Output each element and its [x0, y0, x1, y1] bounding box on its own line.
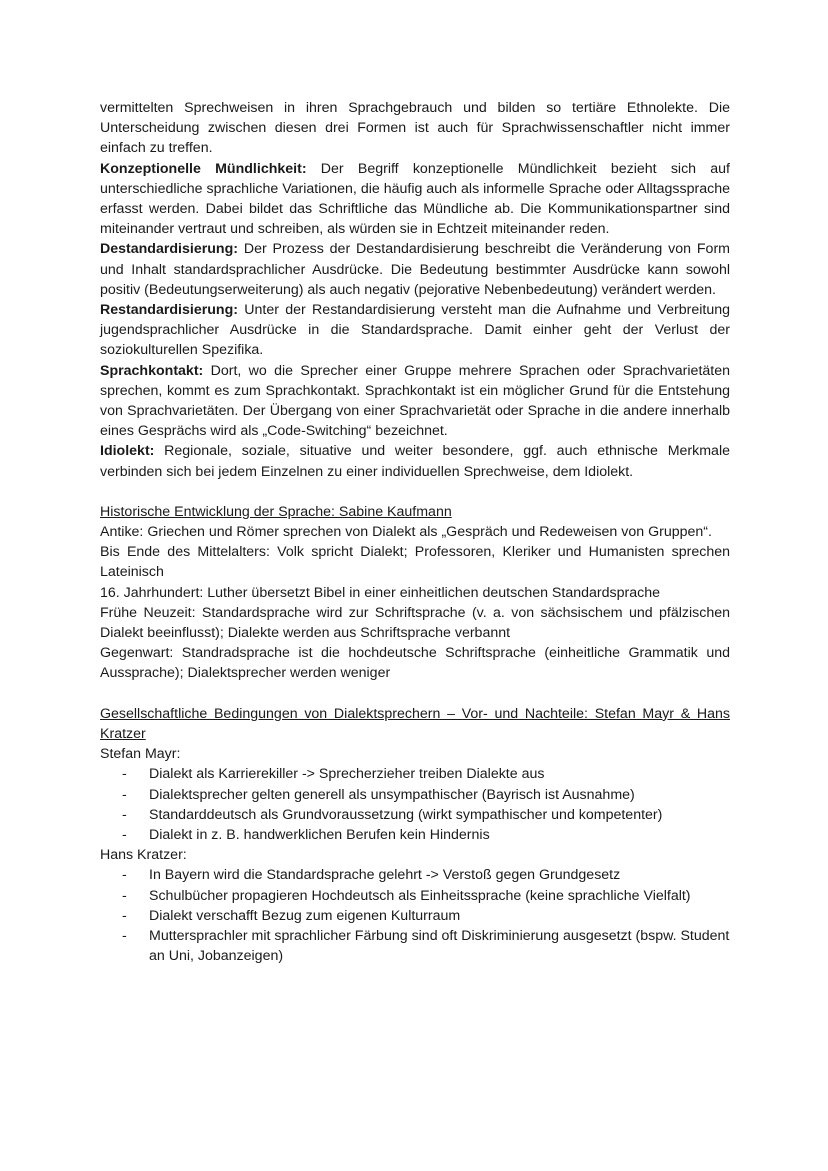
dash-bullet: - — [122, 766, 127, 783]
definition-term: Restandardisierung: — [100, 302, 238, 319]
history-line: Bis Ende des Mittelalters: Volk spricht Dialekt; Professoren, Kleriker und Humanisten sprechen Lateinisch — [100, 544, 730, 581]
history-section — [100, 502, 730, 684]
stefan-mayr-list — [100, 764, 730, 845]
definitions-list — [100, 159, 730, 482]
definition-text: Regionale, soziale, situative und weiter besondere, ggf. auch ethnische Merkmale verbinden sich bei jedem Einzelnen zu einer individuellen Sprechweise, dem Idiolekt. — [100, 443, 730, 480]
intro-paragraph: vermittelten Sprechweisen in ihren Sprachgebrauch und bilden so tertiäre Ethnolekte. Die Unterscheidung zwischen diesen drei Formen ist auch für Sprachwissenschaftler nicht immer einfach zu treffen. — [100, 100, 730, 157]
society-section — [100, 704, 730, 967]
history-line: Antike: Griechen und Römer sprechen von Dialekt als „Gespräch und Redeweisen von Gruppen“. — [100, 524, 712, 541]
list-item — [100, 805, 730, 825]
definition-term: Idiolekt: — [100, 443, 155, 460]
list-item — [100, 906, 730, 926]
list-item — [100, 926, 730, 966]
definition-text: Dort, wo die Sprecher einer Gruppe mehrere Sprachen oder Sprachvarietäten sprechen, kommt es zum Sprachkontakt. Sprachkontakt ist ein möglicher Grund für die Entstehung von Sprachvarietäten. Der Übergang von einer Sprachvarietät oder Sprache in die andere innerhalb eines Gesprächs wird als „Code-Switching“ bezeichnet. — [100, 362, 730, 440]
list-item — [100, 865, 730, 885]
definition-restandardisierung — [100, 300, 730, 361]
history-heading: Historische Entwicklung der Sprache: Sabine Kaufmann — [100, 503, 452, 520]
list-item — [100, 825, 730, 845]
dash-bullet: - — [122, 927, 127, 944]
dash-bullet: - — [122, 806, 127, 823]
hans-kratzer-list — [100, 865, 730, 966]
definition-term: Konzeptionelle Mündlichkeit: — [100, 160, 307, 177]
dash-bullet: - — [122, 826, 127, 843]
definition-text: Der Begriff konzeptionelle Mündlichkeit bezieht sich auf unterschiedliche sprachliche Variationen, die häufig auch als informelle Sprache oder Alltagssprache erfasst werden. Dabei bildet das Schriftliche das Mündliche ab. Die Kommunikationspartner sind miteinander vertraut und schreiben, als würden sie in Echtzeit miteinander reden. — [100, 160, 730, 238]
dash-bullet: - — [122, 907, 127, 924]
definition-text: Der Prozess der Destandardisierung beschreibt die Veränderung von Form und Inhalt standardsprachlicher Ausdrücke. Die Bedeutung bestimmter Ausdrücke kann sowohl positiv (Bedeutungserweiterung) als auch negativ (pejorative Nebenbedeutung) verändert werden. — [100, 241, 730, 298]
definition-text: Unter der Restandardisierung versteht man die Aufnahme und Verbreitung jugendsprachlicher Ausdrücke in die Standardsprache. Damit einher geht der Verlust der soziokulturellen Spezifika. — [100, 302, 730, 359]
list-item-text: Schulbücher propagieren Hochdeutsch als Einheitssprache (keine sprachliche Vielfalt) — [149, 887, 691, 904]
list-item-text: Dialektsprecher gelten generell als unsympathischer (Bayrisch ist Ausnahme) — [149, 786, 635, 803]
list-item-text: In Bayern wird die Standardsprache gelehrt -> Verstoß gegen Grundgesetz — [149, 867, 621, 884]
definition-term: Destandardisierung: — [100, 241, 238, 258]
list-item-text: Dialekt als Karrierekiller -> Sprecherzieher treiben Dialekte aus — [149, 766, 545, 783]
dash-bullet: - — [122, 887, 127, 904]
history-line: Gegenwart: Standradsprache ist die hochdeutsche Schriftsprache (einheitliche Grammatik und Aussprache); Dialektsprecher werden weniger — [100, 645, 730, 682]
list-item — [100, 886, 730, 906]
definition-destandardisierung — [100, 239, 730, 300]
history-line: 16. Jahrhundert: Luther übersetzt Bibel in einer einheitlichen deutschen Standardsprache — [100, 584, 660, 601]
society-heading: Gesellschaftliche Bedingungen von Dialektsprechern – Vor- und Nachteile: Stefan Mayr & Hans Kratzer — [100, 705, 730, 742]
document-body — [100, 98, 730, 966]
list-item-text: Dialekt verschafft Bezug zum eigenen Kulturraum — [149, 907, 461, 924]
definition-idiolekt — [100, 441, 730, 481]
definition-konzeptionelle-muendlichkeit — [100, 159, 730, 240]
history-line: Frühe Neuzeit: Standardsprache wird zur Schriftsprache (v. a. von sächsischem und pfälzischen Dialekt beeinflusst); Dialekte werden aus Schriftsprache verbannt — [100, 604, 730, 642]
person-hans-kratzer: Hans Kratzer: — [100, 847, 187, 864]
list-item-text: Muttersprachler mit sprachlicher Färbung sind oft Diskriminierung ausgesetzt (bspw. Student an Uni, Jobanzeigen) — [149, 927, 730, 965]
list-item-text: Standarddeutsch als Grundvoraussetzung (wirkt sympathischer und kompetenter) — [149, 806, 663, 823]
person-stefan-mayr: Stefan Mayr: — [100, 746, 181, 763]
list-item-text: Dialekt in z. B. handwerklichen Berufen kein Hindernis — [149, 826, 490, 843]
list-item — [100, 764, 730, 784]
definition-term: Sprachkontakt: — [100, 362, 204, 379]
list-item — [100, 785, 730, 805]
dash-bullet: - — [122, 867, 127, 884]
dash-bullet: - — [122, 786, 127, 803]
definition-sprachkontakt — [100, 361, 730, 442]
